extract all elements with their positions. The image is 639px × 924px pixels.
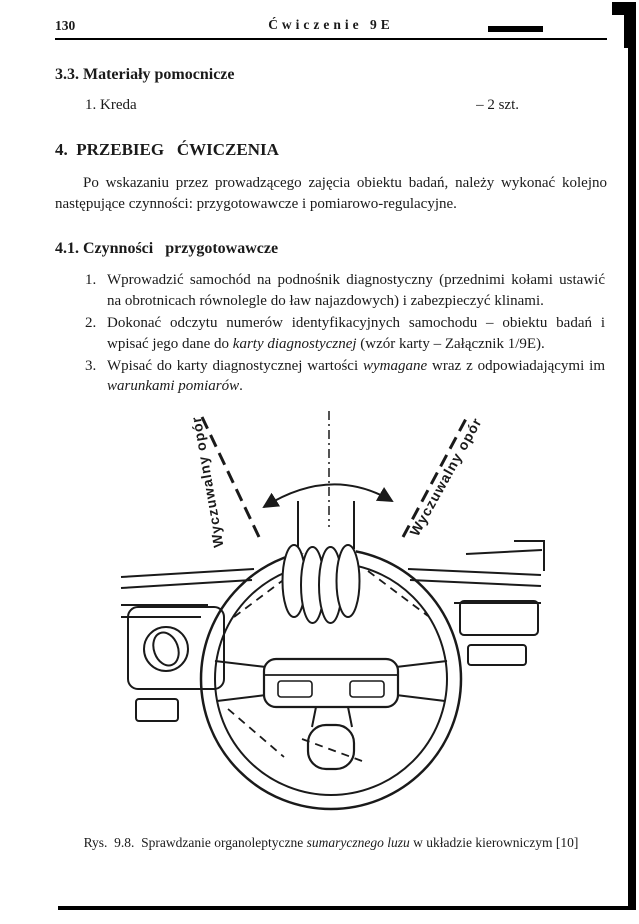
figure-label-left: Wyczuwalny opór <box>187 414 227 549</box>
figure-caption: Rys. 9.8. Sprawdzanie organoleptyczne sumarycznego luzu w układzie kierowniczym [10] <box>83 834 579 850</box>
dashboard-small-rect <box>136 699 178 721</box>
section-4-heading: 4. PRZEBIEG ĆWICZENIA <box>55 140 279 159</box>
wheel-hub <box>264 659 398 707</box>
wheel-lower-pod <box>308 725 354 769</box>
hand <box>283 501 360 623</box>
vent-rect-2 <box>468 645 526 665</box>
preparatory-steps-list <box>55 270 607 396</box>
section-4-paragraph: Po wskazaniu przez prowadzącego zajęcia obiektu badań, należy wykonać kolejno następujące czynności: przygotowawcze i pomiarowo-regulacyjne. <box>55 175 607 212</box>
running-header-title: Ćwiczenie 9E <box>268 17 394 32</box>
section-4-1-heading: 4.1. Czynności przygotowawcze <box>55 240 279 258</box>
list-item-number: 2. <box>85 315 97 332</box>
list-item <box>85 270 607 311</box>
figure-label-right: Wyczuwalny opór <box>406 414 485 539</box>
list-item-text: Wpisać do karty diagnostycznej wartości wymagane wraz z odpowiadającymi im warunkami pomiarów. <box>107 357 605 395</box>
dashboard-right-bracket <box>514 541 544 571</box>
scan-artifact-bottom-rule <box>58 906 636 910</box>
scan-artifact-corner2 <box>624 2 636 48</box>
materials-list-row <box>55 97 607 114</box>
figure-9-8 <box>55 409 607 851</box>
running-header <box>55 14 607 40</box>
list-item-text: Wprowadzić samochód na podnośnik diagnostyczny (przednimi kołami ustawić na obrotnicach równolegle do ław najazdowych) i zabezpieczyć klinami. <box>107 272 605 309</box>
page-number: 130 <box>55 18 76 33</box>
list-item-number: 1. <box>85 272 97 289</box>
material-quantity: – 2 szt. <box>476 97 519 113</box>
finger <box>337 545 360 617</box>
instrument-panel <box>128 607 224 689</box>
vent-rect-1 <box>460 601 538 635</box>
steering-wheel-play-check-drawing <box>116 409 546 827</box>
list-item <box>85 313 607 354</box>
list-item <box>85 356 607 397</box>
scan-artifact-right-bar <box>628 46 636 907</box>
section-3-3-heading: 3.3. Materiały pomocnicze <box>55 66 235 83</box>
list-item-text: Dokonać odczytu numerów identyfikacyjnych samochodu – obiektu badań i wpisać jego dane do karty diagnostycznej (wzór karty – Załącznik 1/9E). <box>107 315 605 352</box>
list-item-number: 3. <box>85 357 97 374</box>
material-label: 1. Kreda <box>85 97 137 113</box>
